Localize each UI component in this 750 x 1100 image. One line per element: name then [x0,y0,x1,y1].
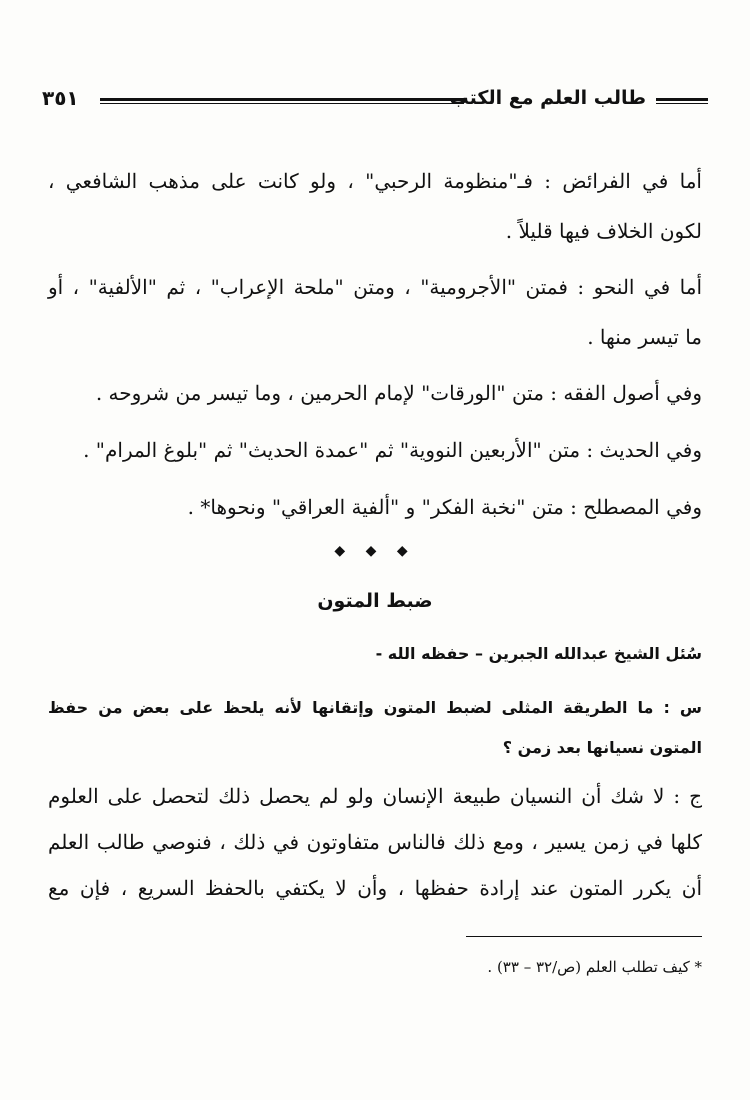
paragraph-line: وفي أصول الفقه : متن "الورقات" لإمام الحرمين ، وما تيسر من شروحه . [95,381,702,405]
footnote-divider [466,936,702,937]
question-line: س : ما الطريقة المثلى لضبط المتون وإتقانها لأنه يلحظ على بعض من حفظ [48,698,702,717]
attribution-line: سُئل الشيخ عبدالله الجبرين – حفظه الله - [375,644,702,663]
section-heading: ضبط المتون [317,590,433,612]
section-ornament: ◆ ◆ ◆ [334,543,416,559]
question-line: المتون نسيانها بعد زمن ؟ [502,738,702,757]
paragraph-inheritance [48,156,702,256]
paragraph-hadith [48,425,702,475]
header-rule-long [100,98,464,104]
paragraph-line: أما في الفرائض : فـ"منظومة الرحبي" ، ولو كانت على مذهب الشافعي ، [48,169,702,193]
paragraph-line: وفي المصطلح : متن "نخبة الفكر" و "ألفية العراقي" ونحوها* . [187,495,702,519]
running-header [42,84,708,114]
paragraph-grammar [48,262,702,362]
header-rule-short [656,98,708,104]
paragraph-line: لكون الخلاف فيها قليلاً . [505,219,702,243]
paragraph-line: أما في النحو : فمتن "الأجرومية" ، ومتن "ملحة الإعراب" ، ثم "الألفية" ، أو [48,275,702,299]
question-text [48,688,702,768]
answer-text: ج : لا شك أن النسيان طبيعة الإنسان ولو لم يحصل ذلك لتحصل على العلوم كلها في زمن يسير ، ومع ذلك فالناس متفاوتون في ذلك ، فنوصي طالب العلم أن يكرر المتون عند إرادة حفظها ، وأن لا يكتفي بالحفظ السريع ، فإن مع [48,784,702,900]
paragraph-usul [48,368,702,418]
footnote: * كيف تطلب العلم (ص/٣٢ – ٣٣) . [487,958,702,976]
header-title: طالب العلم مع الكتب [449,87,646,109]
paragraph-mustalah [48,482,702,532]
page-number: ٣٥١ [42,86,79,110]
paragraph-line: ما تيسر منها . [587,325,702,349]
paragraph-line: وفي الحديث : متن "الأربعين النووية" ثم "عمدة الحديث" ثم "بلوغ المرام" . [83,438,702,462]
